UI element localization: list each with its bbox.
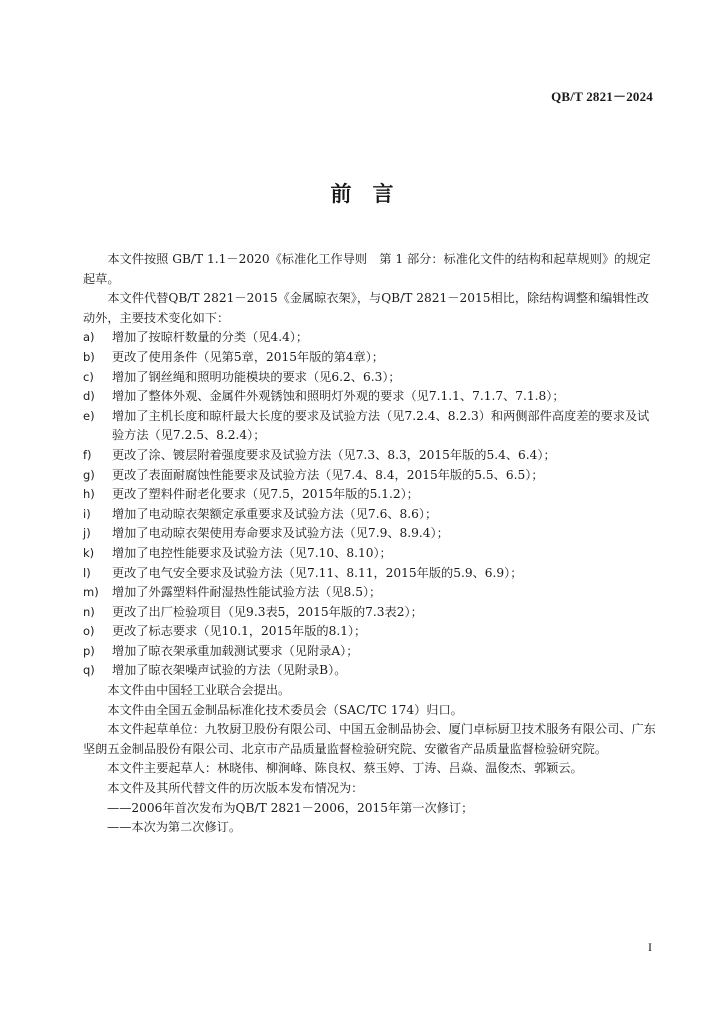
list-item [83,642,657,662]
list-item-text: 更改了表面耐腐蚀性能要求及试验方法（见7.4、8.4，2015年版的5.5、6.5）； [112,467,544,482]
list-item-text: 增加了电动晾衣架使用寿命要求及试验方法（见7.9、8.9.4）； [112,526,449,541]
document-body [83,250,657,838]
standard-code: QB/T 2821－2024 [551,89,653,104]
intro-paragraph: 本文件代替QB/T 2821－2015《金属晾衣架》，与QB/T 2821－2015相比，除结构调整和编辑性改动外，主要技术变化如下： [83,291,649,325]
list-marker: b) [83,349,95,364]
history-item: ——本次为第二次修订。 [107,820,242,835]
list-item [83,348,657,368]
list-item [83,544,657,564]
list-item [83,387,657,407]
page-number: I [648,940,652,954]
list-marker: p) [83,643,95,658]
list-item-text: 更改了涂、镀层附着强度要求及试验方法（见7.3、8.3，2015年版的5.4、6.4）； [112,447,556,462]
list-item-text: 增加了按晾杆数量的分类（见4.4）； [112,330,309,345]
list-item [83,524,657,544]
list-item-text: 更改了标志要求（见10.1，2015年版的8.1）； [112,624,367,639]
list-item [83,603,657,623]
list-marker: j) [83,526,91,541]
list-item [83,368,657,388]
list-marker: k) [83,545,95,560]
list-marker: d) [83,389,95,404]
list-item-text: 增加了主机长度和晾杆最大长度的要求及试验方法（见7.2.4、8.2.3）和两侧部件高度差的要求及试验方法（见7.2.5、8.2.4）； [112,408,650,443]
list-item [83,466,657,486]
changes-list [83,328,657,681]
list-item [83,564,657,584]
proposer-paragraph: 本文件由中国轻工业联合会提出。 [107,683,291,698]
list-item [83,622,657,642]
list-item-text: 增加了晾衣架噪声试验的方法（见附录B）。 [112,663,347,678]
list-item [83,505,657,525]
page-title: 前 言 [330,182,394,206]
list-item-text: 增加了整体外观、金属件外观锈蚀和照明灯外观的要求（见7.1.1、7.1.7、7.1.8）； [112,389,565,404]
intro-paragraph: 本文件按照 GB/T 1.1－2020《标准化工作导则 第 1 部分：标准化文件的结构和起草规则》的规定起草。 [83,252,651,286]
list-marker: o) [83,624,95,639]
list-item [83,485,657,505]
list-marker: l) [83,565,91,580]
list-item [83,328,657,348]
history-intro-paragraph: 本文件及其所代替文件的历次版本发布情况为： [107,781,364,796]
list-item-text: 增加了外露塑料件耐湿热性能试验方法（见8.5）； [112,585,382,600]
list-item-text: 增加了电动晾衣架额定承重要求及试验方法（见7.6、8.6）； [112,506,438,521]
list-marker: f) [83,447,92,462]
list-item [83,583,657,603]
list-item [83,661,657,681]
list-item-text: 更改了电气安全要求及试验方法（见7.11、8.11，2015年版的5.9、6.9）； [112,565,523,580]
list-marker: i) [83,506,91,521]
list-item [83,446,657,466]
list-marker: q) [83,663,95,678]
drafting-units-paragraph: 本文件起草单位：九牧厨卫股份有限公司、中国五金制品协会、厦门卓标厨卫技术服务有限公司、广东坚朗五金制品股份有限公司、北京市产品质量监督检验研究院、安徽省产品质量监督检验研究院。 [83,722,656,756]
centralized-by-paragraph: 本文件由全国五金制品标准化技术委员会（SAC/TC 174）归口。 [107,702,463,717]
list-marker: g) [83,467,95,482]
list-item-text: 更改了使用条件（见第5章，2015年版的第4章）； [112,349,384,364]
list-marker: h) [83,487,95,502]
list-item-text: 增加了钢丝绳和照明功能模块的要求（见6.2、6.3）； [112,369,401,384]
list-marker: e) [83,408,95,423]
list-marker: c) [83,369,94,384]
list-item-text: 增加了电控性能要求及试验方法（见7.10、8.10）； [112,545,392,560]
list-item [83,407,657,446]
list-item-text: 更改了塑料件耐老化要求（见7.5，2015年版的5.1.2）； [112,487,419,502]
list-marker: n) [83,604,95,619]
drafters-paragraph: 本文件主要起草人：林晓伟、柳涧峰、陈良权、蔡玉婷、丁涛、吕焱、温俊杰、郭颖云。 [107,761,583,776]
list-marker: a) [83,330,95,345]
list-item-text: 增加了晾衣架承重加载测试要求（见附录A）； [112,643,359,658]
list-marker: m) [83,585,99,600]
history-item: ——2006年首次发布为QB/T 2821－2006，2015年第一次修订； [107,800,474,815]
list-item-text: 更改了出厂检验项目（见9.3表5，2015年版的7.3表2）； [112,604,423,619]
